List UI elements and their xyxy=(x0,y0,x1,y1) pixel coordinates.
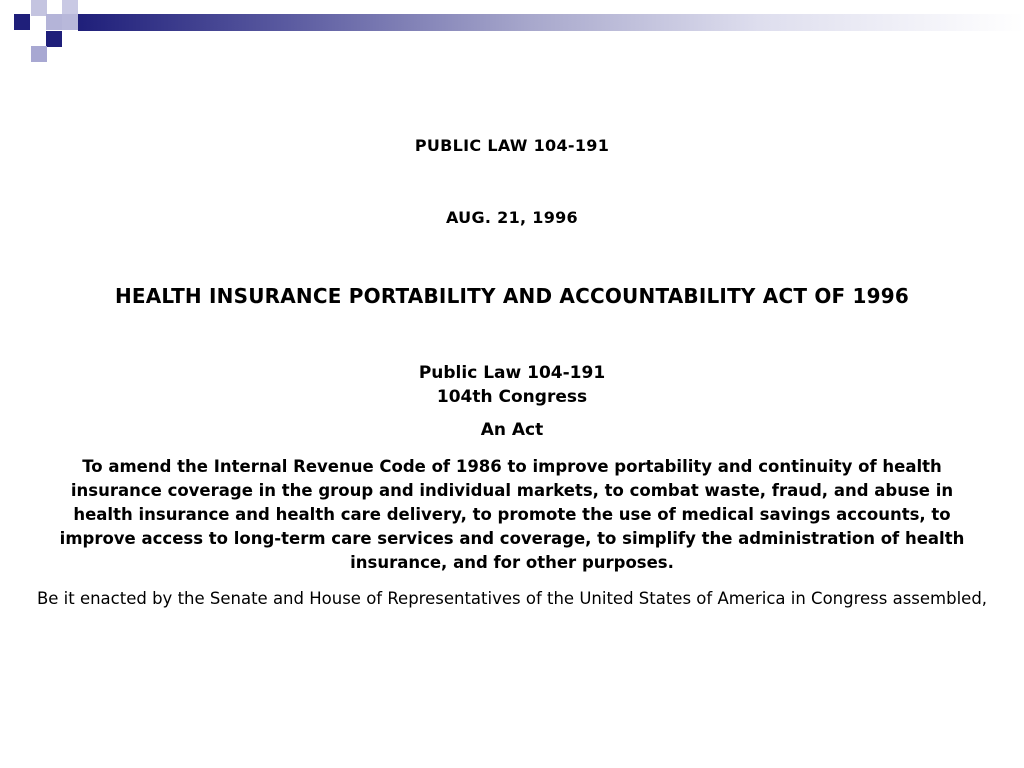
decorative-square xyxy=(14,14,30,30)
decorative-square xyxy=(46,14,62,30)
purpose-paragraph: To amend the Internal Revenue Code of 1986 to improve portability and continuity of health insurance coverage in the group and individual markets, to combat waste, fraud, and abuse in health insurance and health care delivery, to promote the use of medical savings accounts, to improve access to long-term care services and coverage, to simplify the administration of health insurance, and for other purposes. xyxy=(59,457,965,572)
an-act-heading: An Act xyxy=(480,420,544,440)
decorative-square xyxy=(31,46,47,62)
header-decoration xyxy=(0,0,1024,64)
decorative-square xyxy=(62,14,78,30)
act-title: HEALTH INSURANCE PORTABILITY AND ACCOUNTABILITY ACT OF 1996 xyxy=(114,284,910,308)
decorative-square xyxy=(31,0,47,16)
decorative-square xyxy=(46,31,62,47)
gradient-bar xyxy=(78,14,1024,31)
law-citation xyxy=(40,361,984,409)
citation-congress: 104th Congress xyxy=(436,387,588,407)
law-date: AUG. 21, 1996 xyxy=(445,208,578,227)
law-number: PUBLIC LAW 104-191 xyxy=(414,136,610,155)
enacting-clause: Be it enacted by the Senate and House of Representatives of the United States of America in Congress assembled, xyxy=(36,589,988,608)
citation-law: Public Law 104-191 xyxy=(418,363,606,383)
